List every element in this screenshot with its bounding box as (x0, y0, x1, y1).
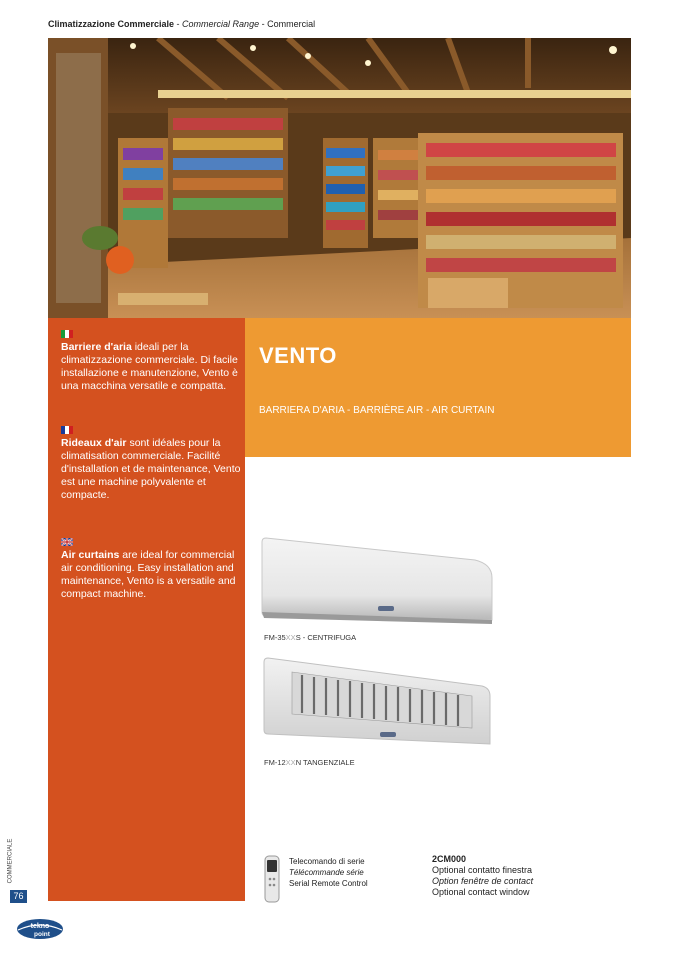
title-panel (245, 318, 631, 457)
svg-text:tekno: tekno (30, 923, 50, 930)
centrifugal-caption: FM-35XXS - CENTRIFUGA (264, 633, 357, 642)
product-title: VENTO (259, 343, 337, 368)
header-range: Commercial Range (182, 19, 260, 29)
page-header: Climatizzazione Commerciale - Commercial Range - Commercial (48, 19, 316, 29)
product-subtitle: BARRIERA D'ARIA - BARRIÈRE AIR - AIR CURTAIN (259, 405, 495, 416)
svg-text:point: point (34, 931, 50, 938)
description-french: Rideaux d'air sont idéales pour la climatisation commerciale. Facilité d'installation et de maintenance, Vento est une machine polyvalente et compacte. (61, 426, 241, 502)
italian-flag-icon (61, 330, 73, 338)
header-category: Climatizzazione Commerciale (48, 19, 175, 29)
centrifugal-unit-image (260, 534, 496, 630)
description-italian: Barriere d'aria ideali per la climatizzazione commerciale. Di facile installazione e manutenzione, Vento è una macchina versatile e compatta. (61, 330, 241, 393)
uk-flag-icon (61, 538, 73, 546)
tangential-unit-image (262, 656, 494, 752)
store-photo (48, 38, 631, 318)
option-description: 2CM000 Optional contatto finestra Option fenêtre de contact Optional contact window (432, 854, 534, 897)
remote-description: Telecomando di serie Télécommande série Serial Remote Control (289, 857, 368, 888)
remote-control-icon (264, 855, 280, 903)
teknopoint-logo (16, 918, 64, 940)
description-english: Air curtains are ideal for commercial air conditioning. Easy installation and maintenance, Vento is a versatile and compact machine. (61, 538, 241, 601)
option-code: 2CM000 (432, 854, 467, 864)
header-section: Commercial (267, 19, 316, 29)
section-label: COMMERCIALE (7, 838, 14, 884)
section-tab (8, 838, 18, 888)
tangential-caption: FM-12XXN TANGENZIALE (264, 758, 355, 767)
description-panel (48, 318, 245, 901)
french-flag-icon (61, 426, 73, 434)
page-number: 76 (10, 890, 27, 903)
